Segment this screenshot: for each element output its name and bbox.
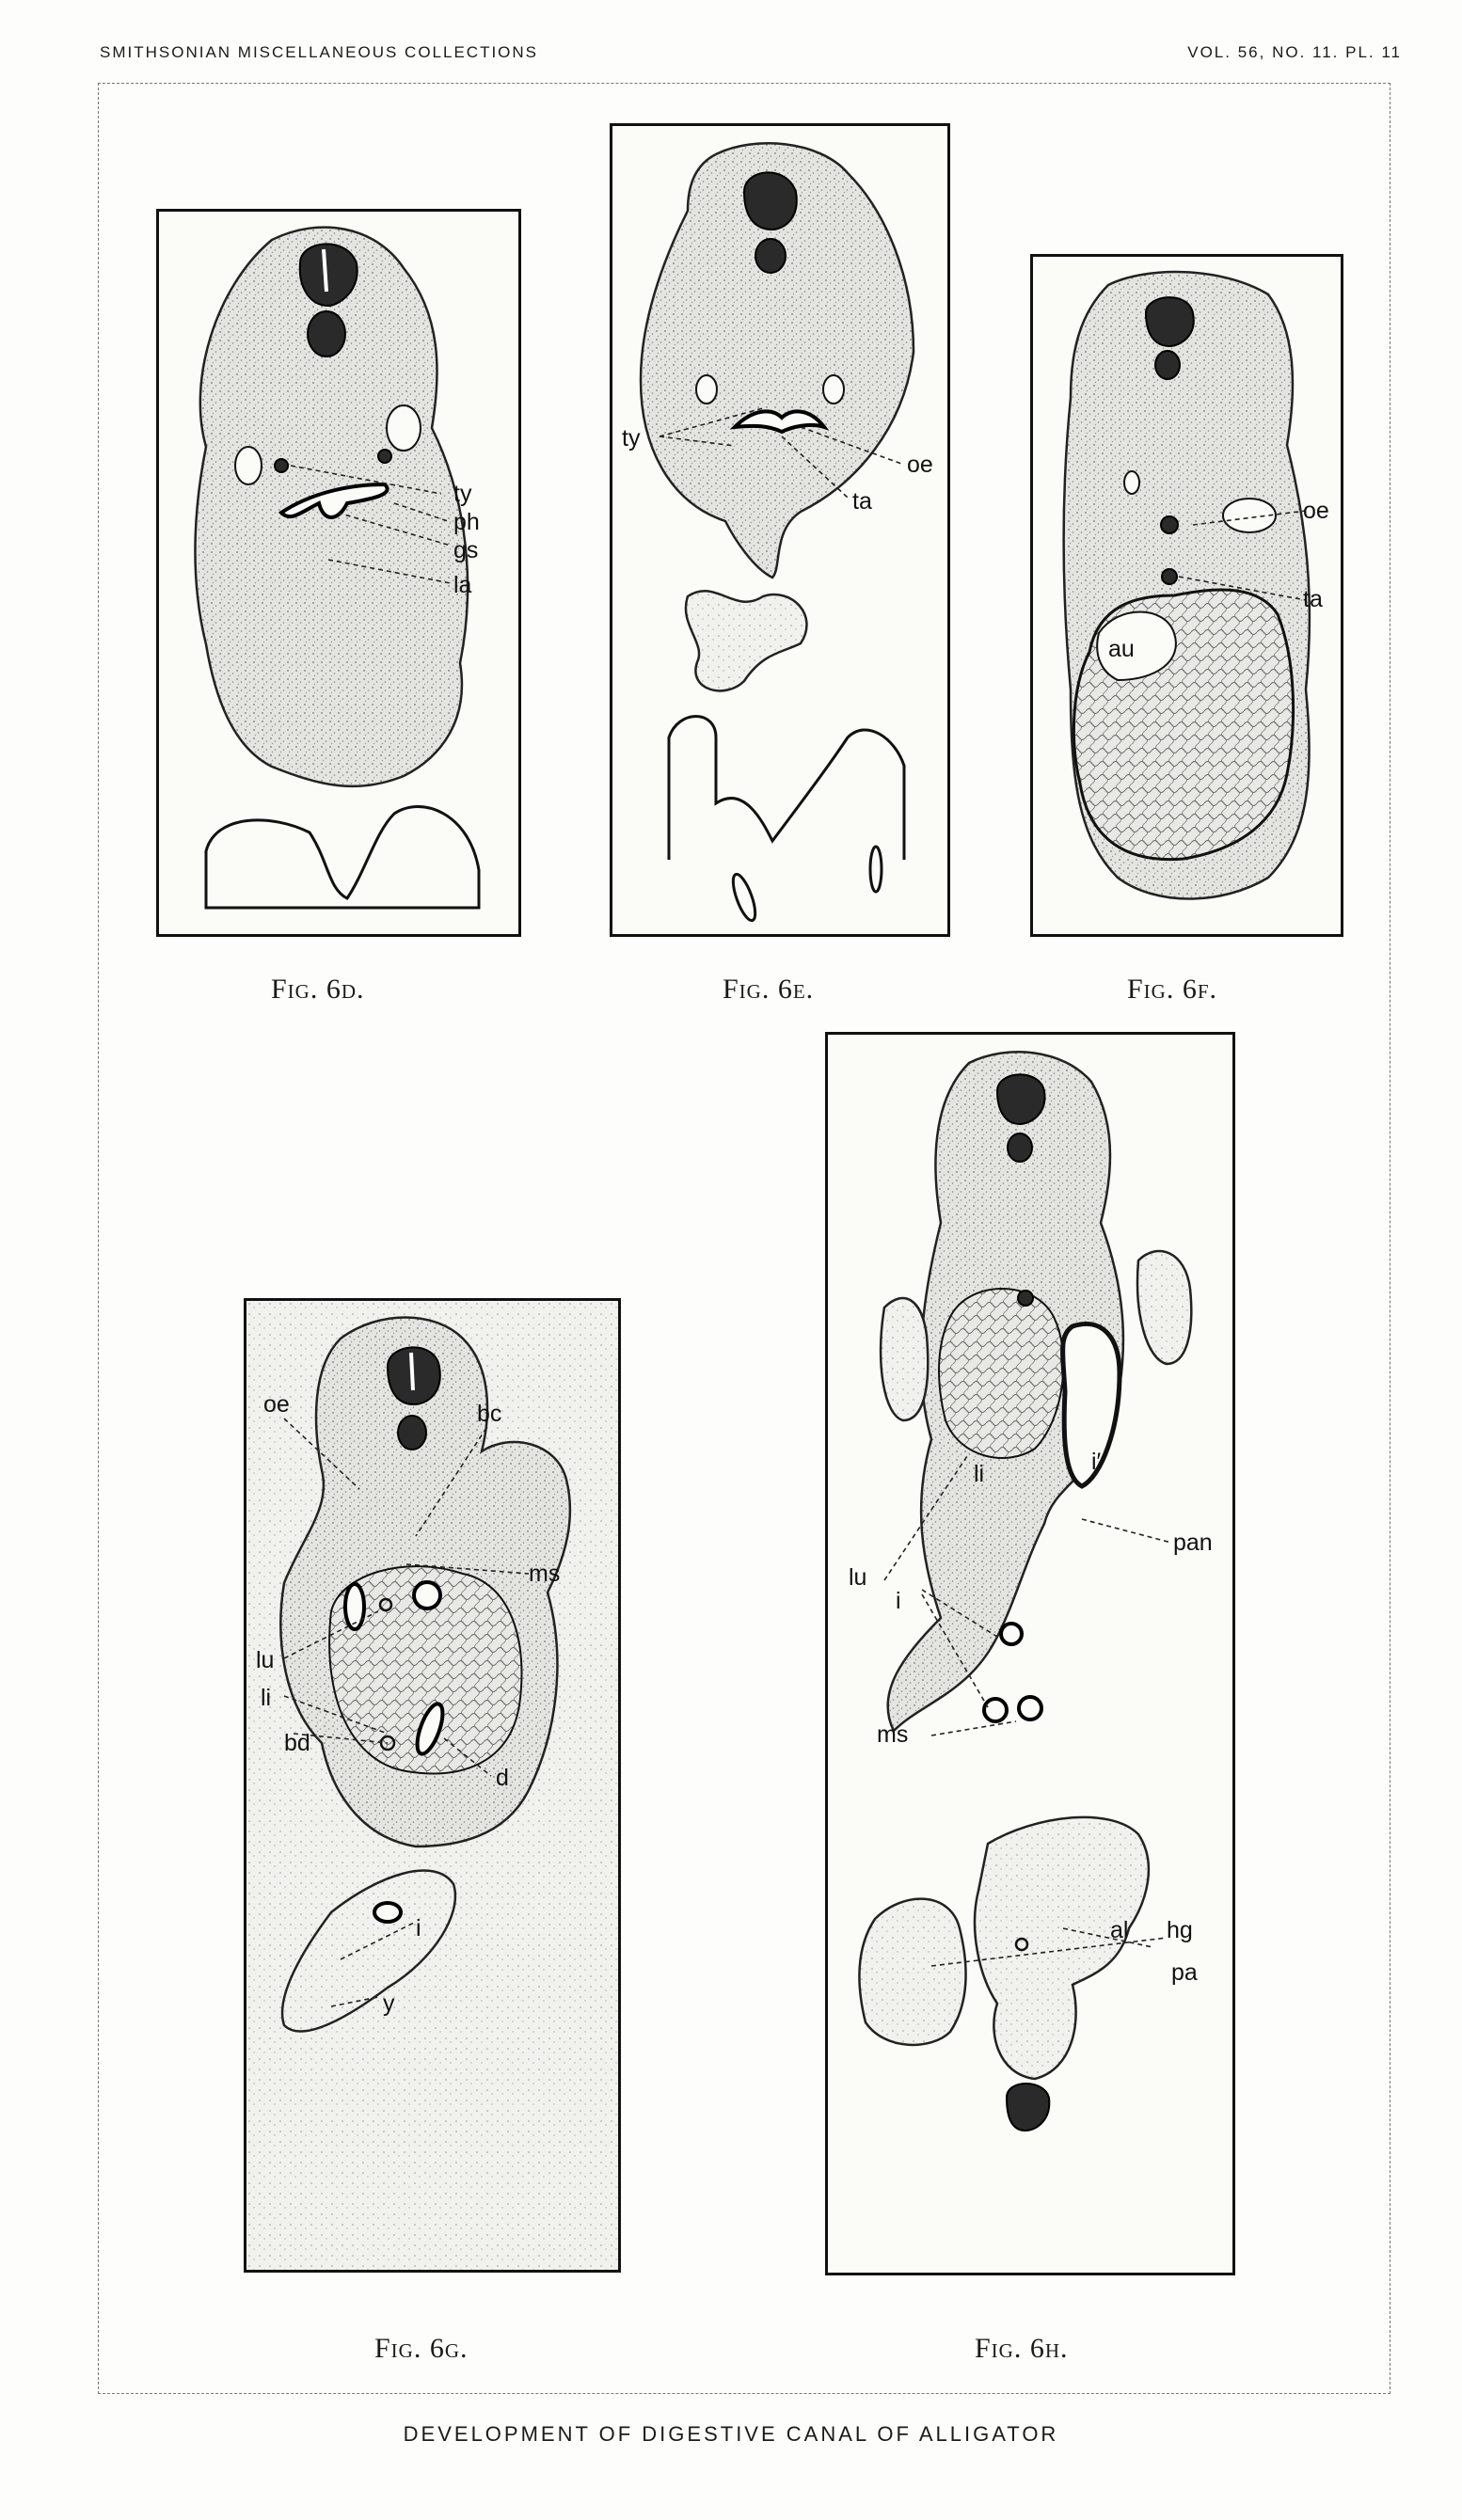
label-d: d (496, 1765, 509, 1791)
figure-6d-illustration (159, 212, 518, 934)
label-ty-6d: ty (453, 481, 472, 507)
caption-6e: Fig. 6e. (723, 974, 815, 1005)
label-ty-6e: ty (622, 425, 641, 452)
label-ph: ph (453, 509, 480, 535)
label-ms-6h: ms (877, 1721, 909, 1748)
figure-6g-panel (244, 1298, 621, 2273)
figure-6d-panel (156, 209, 521, 937)
label-lu-6g: lu (256, 1647, 275, 1673)
label-ms-6g: ms (529, 1561, 561, 1587)
label-y: y (383, 1990, 395, 2017)
figure-6h-panel (825, 1032, 1235, 2275)
figure-6h-illustration (828, 1035, 1232, 2273)
label-pan: pan (1173, 1529, 1213, 1556)
caption-6f: Fig. 6f. (1127, 974, 1218, 1005)
label-oe-6e: oe (907, 452, 933, 478)
figure-6e-illustration (612, 126, 947, 934)
label-ta-6f: ta (1303, 586, 1323, 612)
figure-6e-panel (610, 123, 950, 937)
label-i-prime: i′ (1091, 1449, 1102, 1475)
label-bc: bc (477, 1401, 502, 1427)
figure-6f-panel (1030, 254, 1343, 937)
label-gs: gs (453, 537, 479, 563)
label-la: la (453, 572, 472, 598)
label-i-6h: i (896, 1588, 901, 1614)
label-lu-6h: lu (849, 1564, 867, 1591)
label-li-6h: li (974, 1461, 985, 1487)
caption-6h: Fig. 6h. (975, 2333, 1069, 2364)
label-al: al (1110, 1917, 1129, 1943)
figure-6f-illustration (1033, 257, 1341, 934)
caption-6d: Fig. 6d. (271, 974, 365, 1005)
label-oe-6g: oe (263, 1391, 290, 1418)
label-i-6g: i (416, 1915, 421, 1942)
label-au: au (1108, 636, 1135, 662)
label-bd: bd (284, 1730, 310, 1756)
caption-6g: Fig. 6g. (374, 2333, 469, 2364)
volume-header: VOL. 56, NO. 11. PL. 11 (1187, 43, 1402, 61)
plate-title: DEVELOPMENT OF DIGESTIVE CANAL OF ALLIGATOR (403, 2422, 1059, 2446)
label-ta-6e: ta (852, 488, 872, 515)
label-oe-6f: oe (1303, 498, 1329, 524)
figure-6g-illustration (246, 1301, 618, 2270)
series-header: SMITHSONIAN MISCELLANEOUS COLLECTIONS (100, 43, 539, 61)
label-pa: pa (1171, 1959, 1198, 1986)
label-li-6g: li (261, 1685, 272, 1711)
label-hg: hg (1167, 1917, 1193, 1943)
